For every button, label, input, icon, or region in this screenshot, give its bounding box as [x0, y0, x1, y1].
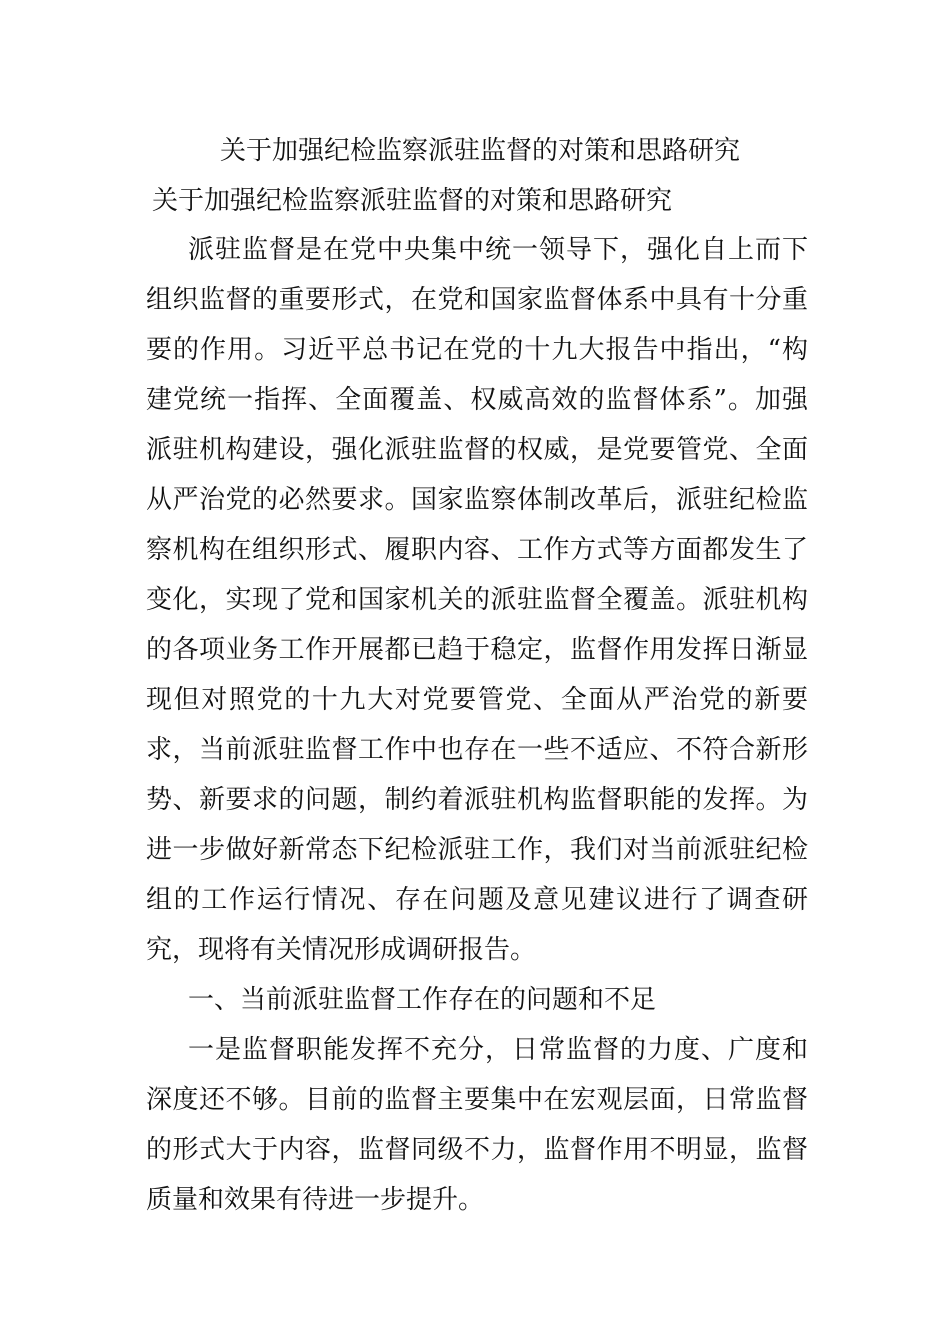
paragraph-point-one: 一是监督职能发挥不充分，日常监督的力度、广度和深度还不够。目前的监督主要集中在宏观层面，日常监督的形式大于内容，监督同级不力，监督作用不明显，监督质量和效果有待进一步提升。 [146, 1035, 808, 1215]
document-subtitle: 关于加强纪检监察派驻监督的对策和思路研究 [152, 186, 673, 216]
paragraph-intro: 派驻监督是在党中央集中统一领导下，强化自上而下组织监督的重要形式，在党和国家监督体系中具有十分重要的作用。习近平总书记在党的十九大报告中指出，“构建党统一指挥、全面覆盖、权威高效的监督体系”。加强派驻机构建设，强化派驻监督的权威，是党要管党、全面从严治党的必然要求。国家监察体制改革后，派驻纪检监察机构在组织形式、履职内容、工作方式等方面都发生了变化，实现了党和国家机关的派驻监督全覆盖。派驻机构的各项业务工作开展都已趋于稳定，监督作用发挥日渐显现但对照党的十九大对党要管党、全面从严治党的新要求，当前派驻监督工作中也存在一些不适应、不符合新形势、新要求的问题，制约着派驻机构监督职能的发挥。为进一步做好新常态下纪检派驻工作，我们对当前派驻纪检组的工作运行情况、存在问题及意见建议进行了调查研究，现将有关情况形成调研报告。 [146, 235, 808, 965]
section-heading: 一、当前派驻监督工作存在的问题和不足 [188, 985, 657, 1015]
document-title: 关于加强纪检监察派驻监督的对策和思路研究 [220, 136, 741, 166]
